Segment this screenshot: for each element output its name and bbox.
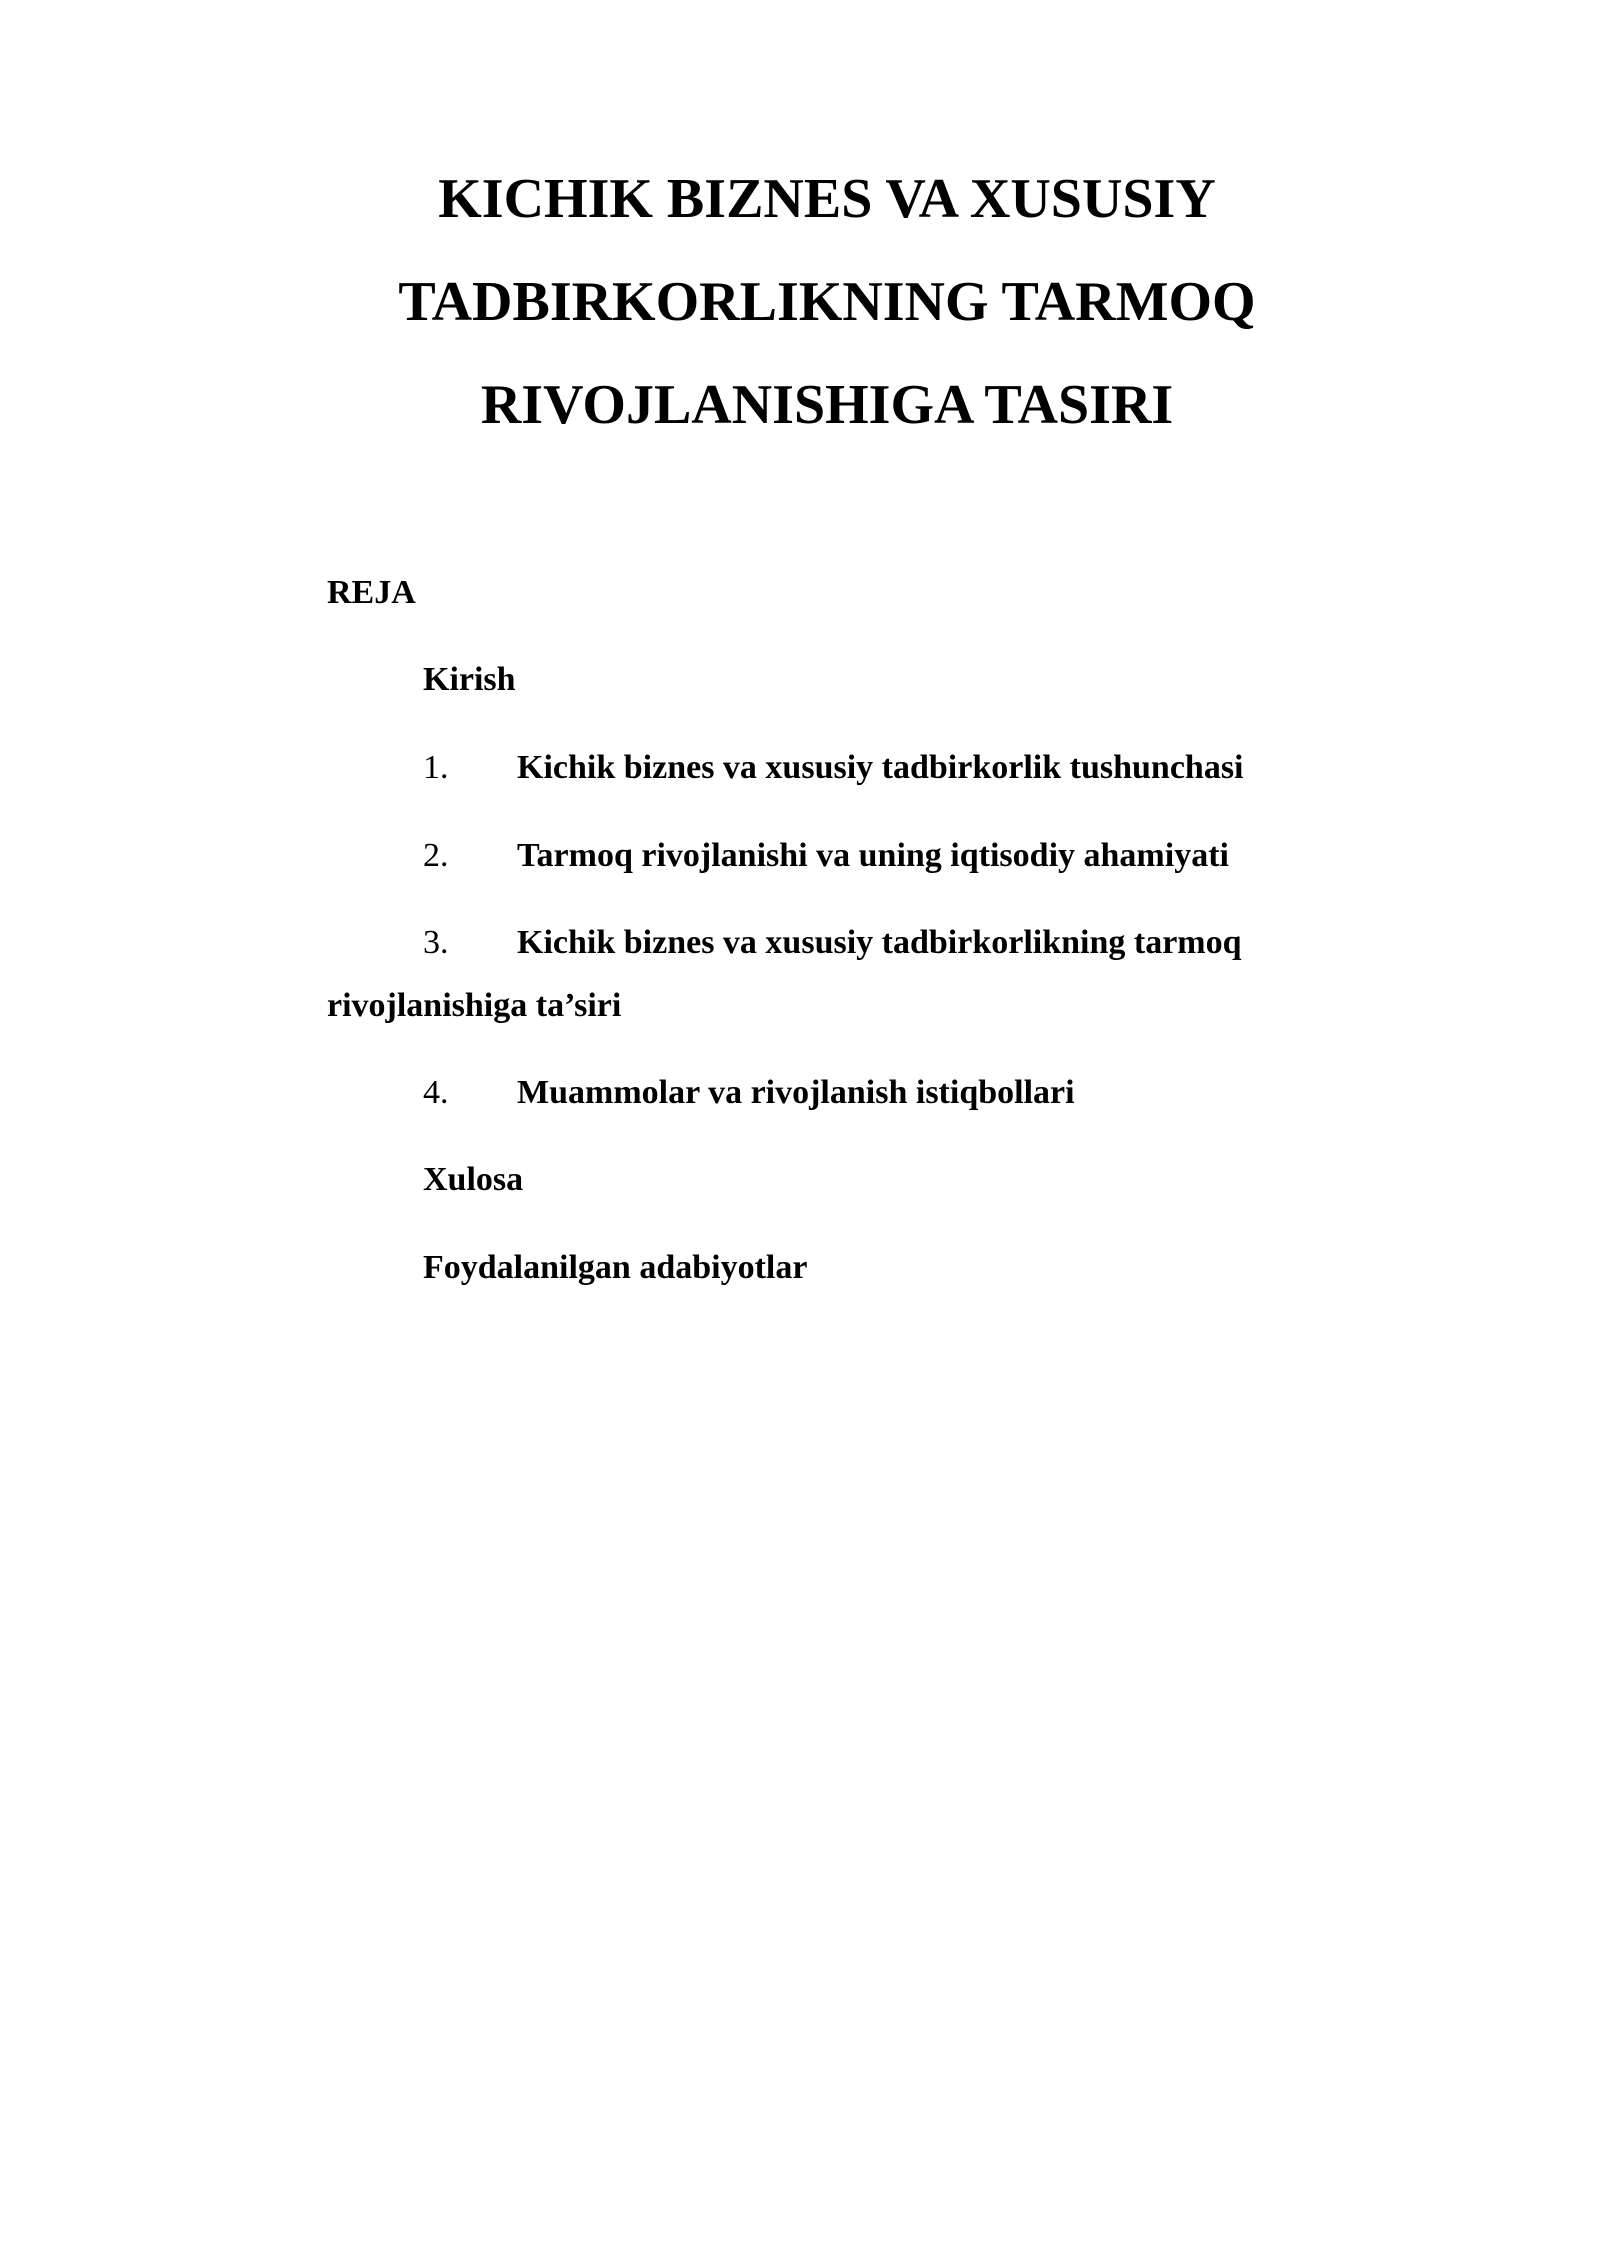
plan-item-intro: Kirish: [423, 661, 516, 698]
plan-item-references: Foydalanilgan adabiyotlar: [423, 1249, 808, 1286]
plan-item-number: 3.: [423, 924, 449, 961]
plan-item-number: 1.: [423, 749, 449, 786]
plan-item-3-continuation: rivojlanishiga ta’siri: [327, 987, 622, 1024]
document-title: [327, 148, 1327, 457]
plan-item-text: Tarmoq rivojlanishi va uning iqtisodiy ahamiyati: [517, 837, 1229, 874]
plan-heading: REJA: [327, 574, 416, 611]
title-line-1: KICHIK BIZNES VA XUSUSIY: [438, 168, 1216, 230]
plan-item-number: 2.: [423, 837, 449, 874]
plan-item-text: Kichik biznes va xususiy tadbirkorlikning tarmoq: [517, 924, 1242, 961]
title-line-2: TADBIRKORLIKNING TARMOQ: [398, 271, 1256, 333]
plan-item-conclusion: Xulosa: [423, 1161, 524, 1198]
plan-item-text: Kichik biznes va xususiy tadbirkorlik tushunchasi: [517, 749, 1244, 786]
plan-item-text: Muammolar va rivojlanish istiqbollari: [517, 1074, 1075, 1111]
title-line-3: RIVOJLANISHIGA TASIRI: [480, 374, 1174, 436]
plan-item-number: 4.: [423, 1074, 449, 1111]
